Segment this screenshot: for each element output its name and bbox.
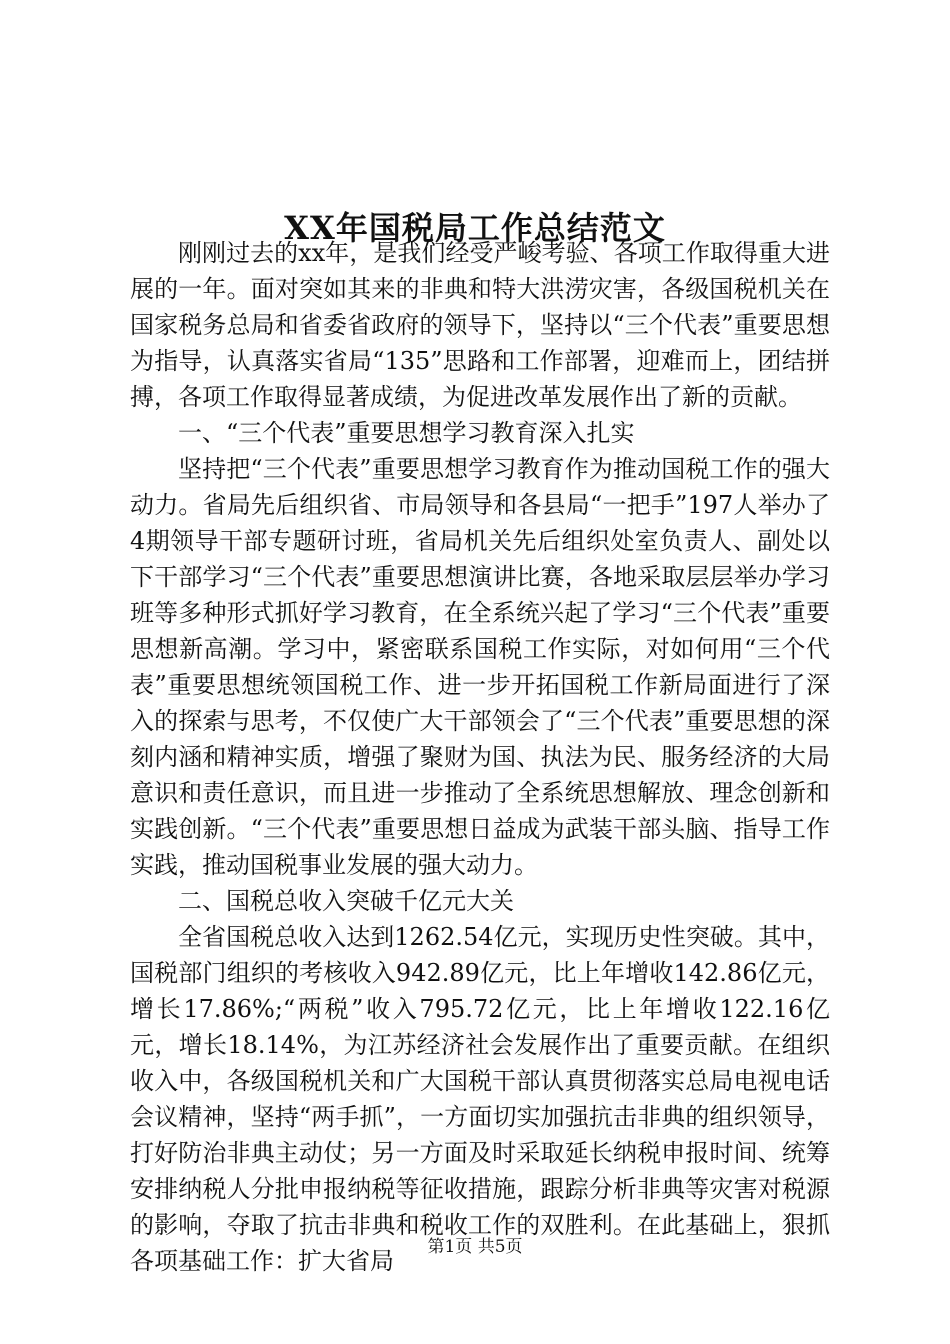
document-title: XX年国税局工作总结范文 [284, 209, 666, 248]
section-heading-2: 二、国税总收入突破千亿元大关 [178, 887, 514, 915]
section-1-paragraph: 坚持把“三个代表”重要思想学习教育作为推动国税工作的强大动力。省局先后组织省、市局领导和各县局“一把手”197人举办了4期领导干部专题研讨班，省局机关先后组织处室负责人、副处以下干部学习“三个代表”重要思想演讲比赛，各地采取层层举办学习班等多种形式抓好学习教育，在全系统兴起了学习“三个代表”重要思想新高潮。学习中，紧密联系国税工作实际，对如何用“三个代表”重要思想统领国税工作、进一步开拓国税工作新局面进行了深入的探索与思考，不仅使广大干部领会了“三个代表”重要思想的深刻内涵和精神实质，增强了聚财为国、执法为民、服务经济的大局意识和责任意识，而且进一步推动了全系统思想解放、理念创新和实践创新。“三个代表”重要思想日益成为武装干部头脑、指导工作实践，推动国税事业发展的强大动力。 [130, 455, 830, 879]
section-2-paragraph: 全省国税总收入达到1262.54亿元，实现历史性突破。其中，国税部门组织的考核收入942.89亿元，比上年增收142.86亿元，增长17.86%;“两税”收入795.72亿元，比上年增收122.16亿元，增长18.14%，为江苏经济社会发展作出了重要贡献。在组织收入中，各级国税机关和广大国税干部认真贯彻落实总局电视电话会议精神，坚持“两手抓”，一方面切实加强抗击非典的组织领导，打好防治非典主动仗；另一方面及时采取延长纳税申报时间、统筹安排纳税人分批申报纳税等征收措施，跟踪分析非典等灾害对税源的影响，夺取了抗击非典和税收工作的双胜利。在此基础上，狠抓各项基础工作：扩大省局 [130, 923, 830, 1275]
page-number-footer: 第1页 共5页 [427, 1237, 523, 1257]
document-body [130, 235, 830, 1279]
intro-paragraph: 刚刚过去的xx年，是我们经受严峻考验、各项工作取得重大进展的一年。面对突如其来的非典和特大洪涝灾害，各级国税机关在国家税务总局和省委省政府的领导下，坚持以“三个代表”重要思想为指导，认真落实省局“135”思路和工作部署，迎难而上，团结拼搏，各项工作取得显著成绩，为促进改革发展作出了新的贡献。 [130, 239, 830, 411]
section-heading-1: 一、“三个代表”重要思想学习教育深入扎实 [178, 419, 635, 447]
